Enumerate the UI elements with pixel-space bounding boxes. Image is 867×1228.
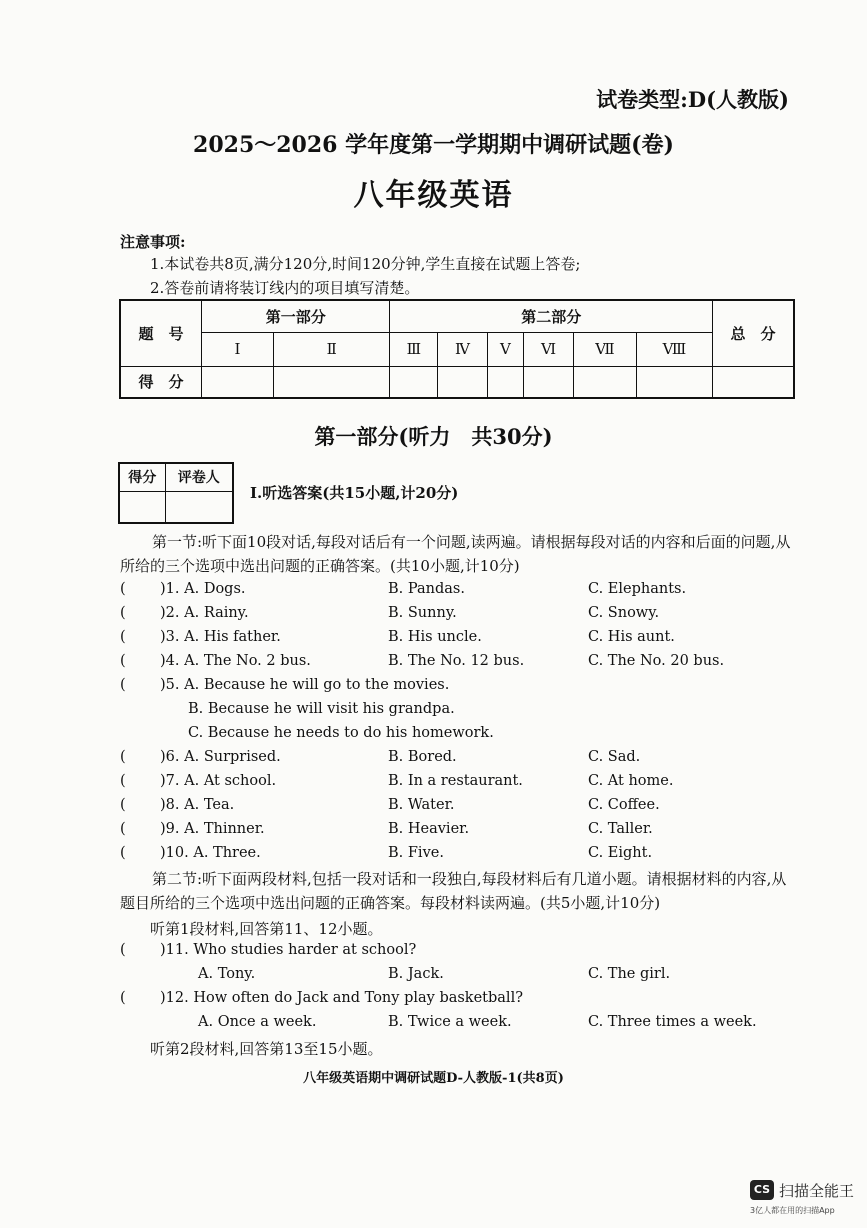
score-cell[interactable] xyxy=(573,366,636,398)
question-option-a: )6. A. Surprised. xyxy=(160,749,281,765)
score-table-part1-header: 第一部分 xyxy=(202,300,390,332)
answer-paren[interactable]: ( xyxy=(120,942,126,958)
score-table-col-6: Ⅵ xyxy=(524,332,574,366)
question-option-b: B. Jack. xyxy=(388,966,444,982)
question-stem: )11. Who studies harder at school? xyxy=(160,942,417,958)
question-option-a: A. Once a week. xyxy=(198,1014,317,1030)
question-option-c: C. Snowy. xyxy=(588,605,660,621)
question-option-a: )7. A. At school. xyxy=(160,773,277,789)
question-option-a: )3. A. His father. xyxy=(160,629,281,645)
score-table-total-header: 总 分 xyxy=(713,300,795,366)
answer-paren[interactable]: ( xyxy=(120,845,126,861)
answer-paren[interactable]: ( xyxy=(120,605,126,621)
question-option-c: C. Elephants. xyxy=(588,581,687,597)
question-option-b: B. Heavier. xyxy=(388,821,470,837)
answer-paren[interactable]: ( xyxy=(120,581,126,597)
question-option-c: C. Taller. xyxy=(588,821,653,837)
question-option-b: B. In a restaurant. xyxy=(388,773,523,789)
question-option-a: )10. A. Three. xyxy=(160,845,261,861)
answer-paren[interactable]: ( xyxy=(120,821,126,837)
grader-score-cell[interactable] xyxy=(119,491,165,523)
score-table xyxy=(119,299,795,399)
score-table-part2-header: 第二部分 xyxy=(390,300,713,332)
question-option-c: C. The No. 20 bus. xyxy=(588,653,725,669)
answer-paren[interactable]: ( xyxy=(120,677,126,693)
grader-score-label: 得分 xyxy=(119,463,165,491)
grader-name-cell[interactable] xyxy=(165,491,233,523)
question-option-b: B. His uncle. xyxy=(388,629,482,645)
scanner-tagline: 3亿人都在用的扫描App xyxy=(750,1206,835,1215)
question-option-a: )1. A. Dogs. xyxy=(160,581,246,597)
part1-title: 第一部分(听力 共30分) xyxy=(314,424,553,449)
answer-paren[interactable]: ( xyxy=(120,797,126,813)
question-option-c: C. His aunt. xyxy=(588,629,675,645)
score-table-col-2: Ⅱ xyxy=(274,332,390,366)
question-option-a: )2. A. Rainy. xyxy=(160,605,249,621)
note-item: 2.答卷前请将装订线内的项目填写清楚。 xyxy=(150,279,420,297)
answer-paren[interactable]: ( xyxy=(120,749,126,765)
question-option-a: )8. A. Tea. xyxy=(160,797,235,813)
question-option-b: B. The No. 12 bus. xyxy=(388,653,525,669)
score-table-score-label: 得 分 xyxy=(120,366,202,398)
question-option-b: B. Bored. xyxy=(388,749,457,765)
score-table-col-4: Ⅳ xyxy=(438,332,487,366)
page-footer: 八年级英语期中调研试题D-人教版-1(共8页) xyxy=(303,1071,564,1086)
question-option-a: )4. A. The No. 2 bus. xyxy=(160,653,311,669)
score-table-col-3: Ⅲ xyxy=(390,332,438,366)
score-table-col-8: Ⅷ xyxy=(636,332,712,366)
question-option-c: C. Three times a week. xyxy=(588,1014,757,1030)
score-table-col-5: Ⅴ xyxy=(487,332,524,366)
question-option-b: B. Water. xyxy=(388,797,455,813)
question-option-a: A. Tony. xyxy=(198,966,256,982)
grader-box xyxy=(118,462,234,524)
score-cell[interactable] xyxy=(274,366,390,398)
section1-instructions: 第一节:听下面10段对话,每段对话后有一个问题,读两遍。请根据每段对话的内容和后面的问题,从所给的三个选项中选出问题的正确答案。(共10小题,计10分) xyxy=(120,533,791,575)
answer-paren[interactable]: ( xyxy=(120,629,126,645)
score-cell[interactable] xyxy=(202,366,274,398)
note-item: 1.本试卷共8页,满分120分,时间120分钟,学生直接在试题上答卷; xyxy=(150,255,581,273)
question-option-c: C. Eight. xyxy=(588,845,653,861)
subject-title: 八年级英语 xyxy=(353,178,514,213)
notes-heading: 注意事项: xyxy=(120,233,186,251)
question-option-c: C. The girl. xyxy=(588,966,671,982)
score-table-col-1: Ⅰ xyxy=(202,332,274,366)
question-option-b: B. Sunny. xyxy=(388,605,457,621)
question-option-c: C. Coffee. xyxy=(588,797,660,813)
question-option-c: C. At home. xyxy=(588,773,674,789)
score-cell[interactable] xyxy=(524,366,574,398)
question-stem: )12. How often do Jack and Tony play basketball? xyxy=(160,990,523,1006)
question-option-c: C. Sad. xyxy=(588,749,641,765)
score-table-number-label: 题 号 xyxy=(120,300,202,366)
score-table-col-7: Ⅶ xyxy=(573,332,636,366)
question-option-b: B. Because he will visit his grandpa. xyxy=(188,701,455,717)
question-option-c: C. Because he needs to do his homework. xyxy=(188,725,494,741)
answer-paren[interactable]: ( xyxy=(120,990,126,1006)
answer-paren[interactable]: ( xyxy=(120,773,126,789)
scanner-logo-icon: CS xyxy=(750,1180,774,1200)
score-cell[interactable] xyxy=(636,366,712,398)
question-option-b: B. Five. xyxy=(388,845,444,861)
answer-paren[interactable]: ( xyxy=(120,653,126,669)
score-cell[interactable] xyxy=(438,366,487,398)
score-cell[interactable] xyxy=(390,366,438,398)
section2-instructions: 第二节:听下面两段材料,包括一段对话和一段独白,每段材料后有几道小题。请根据材料的内容,从题目所给的三个选项中选出问题的正确答案。每段材料读两遍。(共5小题,计10分) xyxy=(120,870,787,912)
scanner-brand: 扫描全能王 xyxy=(779,1182,855,1200)
question-option-a: )5. A. Because he will go to the movies. xyxy=(160,677,450,693)
question-option-a: )9. A. Thinner. xyxy=(160,821,265,837)
grader-name-label: 评卷人 xyxy=(165,463,233,491)
score-cell[interactable] xyxy=(487,366,524,398)
score-cell-total[interactable] xyxy=(713,366,795,398)
question-option-b: B. Pandas. xyxy=(388,581,465,597)
question-option-b: B. Twice a week. xyxy=(388,1014,512,1030)
exam-title: 2025～2026 学年度第一学期期中调研试题(卷) xyxy=(193,132,674,158)
paper-type-label: 试卷类型:D(人教版) xyxy=(596,87,789,112)
material1-intro: 听第1段材料,回答第11、12小题。 xyxy=(150,920,383,938)
section-heading: Ⅰ.听选答案(共15小题,计20分) xyxy=(250,484,459,502)
material2-intro: 听第2段材料,回答第13至15小题。 xyxy=(150,1040,383,1058)
